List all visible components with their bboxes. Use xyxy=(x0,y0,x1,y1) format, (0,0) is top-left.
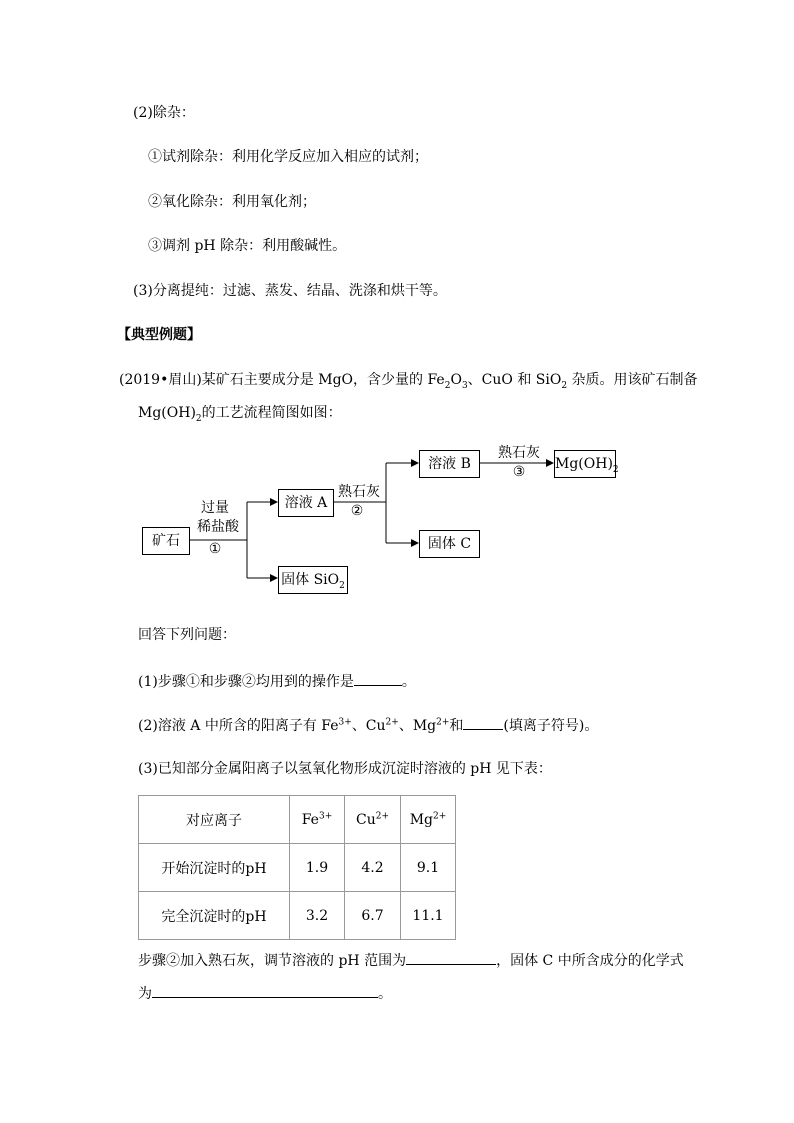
box-ore: 矿石 xyxy=(142,527,190,555)
cell-value: 9.1 xyxy=(401,844,456,892)
cell-value: 1.9 xyxy=(290,844,345,892)
step-1-number: ① xyxy=(208,541,222,557)
cell-value: 11.1 xyxy=(401,892,456,940)
section-2-item-3: ③调剂 pH 除杂：利用酸碱性。 xyxy=(148,238,347,254)
cell-value: 3.2 xyxy=(290,892,345,940)
header-ion: 对应离子 xyxy=(139,796,290,844)
step-3-number: ③ xyxy=(512,464,526,480)
answer-blank-1[interactable] xyxy=(354,671,402,686)
cell-value: 4.2 xyxy=(345,844,401,892)
step-2-label: 熟石灰 xyxy=(338,484,380,500)
ph-table xyxy=(138,795,456,940)
example-heading: 【典型例题】 xyxy=(117,327,201,343)
box-solid-c: 固体 C xyxy=(419,530,480,558)
question-1: (1)步骤①和步骤②均用到的操作是 。 xyxy=(138,671,416,691)
question-3b-line-2: 为 。 xyxy=(138,983,392,1003)
table-row xyxy=(139,892,456,940)
answer-intro: 回答下列问题： xyxy=(138,627,236,643)
section-2-title: (2)除杂： xyxy=(133,105,195,121)
step-1-label-1: 过量 xyxy=(201,500,229,516)
question-text-line-2: $Mg(OH)_2$的工艺流程简图如图： xyxy=(138,405,342,424)
row-label: 开始沉淀时的pH xyxy=(139,844,290,892)
cell-value: 6.7 xyxy=(345,892,401,940)
section-3: (3)分离提纯：过滤、蒸发、结晶、洗涤和烘干等。 xyxy=(133,283,447,299)
section-2-item-1: ①试剂除杂：利用化学反应加入相应的试剂； xyxy=(148,149,428,165)
box-product: $Mg(OH)_2$ xyxy=(554,450,616,478)
table-row xyxy=(139,844,456,892)
box-solid-sio2: 固体 SiO$_2$ xyxy=(278,566,348,594)
step-1-label-2: 稀盐酸 xyxy=(197,519,239,535)
answer-blank-2[interactable] xyxy=(463,715,503,730)
question-3: (3)已知部分金属阳离子以氢氧化物形成沉淀时溶液的 pH 见下表： xyxy=(138,761,552,777)
header-fe: $Fe^{3+}$ xyxy=(290,796,345,844)
header-mg: $Mg^{2+}$ xyxy=(401,796,456,844)
question-text-line-1: (2019•眉山)某矿石主要成分是 MgO，含少量的 $Fe_2O_3$、CuO 和 SiO$_2$ 杂质。用该矿石制备 xyxy=(119,372,698,391)
answer-blank-4[interactable] xyxy=(152,983,378,998)
section-2-item-2: ②氧化除杂：利用氧化剂； xyxy=(148,194,316,210)
step-2-number: ② xyxy=(350,503,364,519)
box-solution-b: 溶液 B xyxy=(419,450,480,478)
header-cu: $Cu^{2+}$ xyxy=(345,796,401,844)
step-3-label: 熟石灰 xyxy=(498,445,540,461)
table-header-row xyxy=(139,796,456,844)
answer-blank-3[interactable] xyxy=(406,950,496,965)
box-solution-a: 溶液 A xyxy=(278,489,334,517)
row-label: 完全沉淀时的pH xyxy=(139,892,290,940)
question-2: (2)溶液 A 中所含的阳离子有 $Fe^{3+}$、$Cu^{2+}$、$Mg^{2+}$和 (填离子符号)。 xyxy=(138,715,598,735)
question-3b-line-1: 步骤②加入熟石灰，调节溶液的 pH 范围为 ，固体 C 中所含成分的化学式 xyxy=(138,950,684,970)
